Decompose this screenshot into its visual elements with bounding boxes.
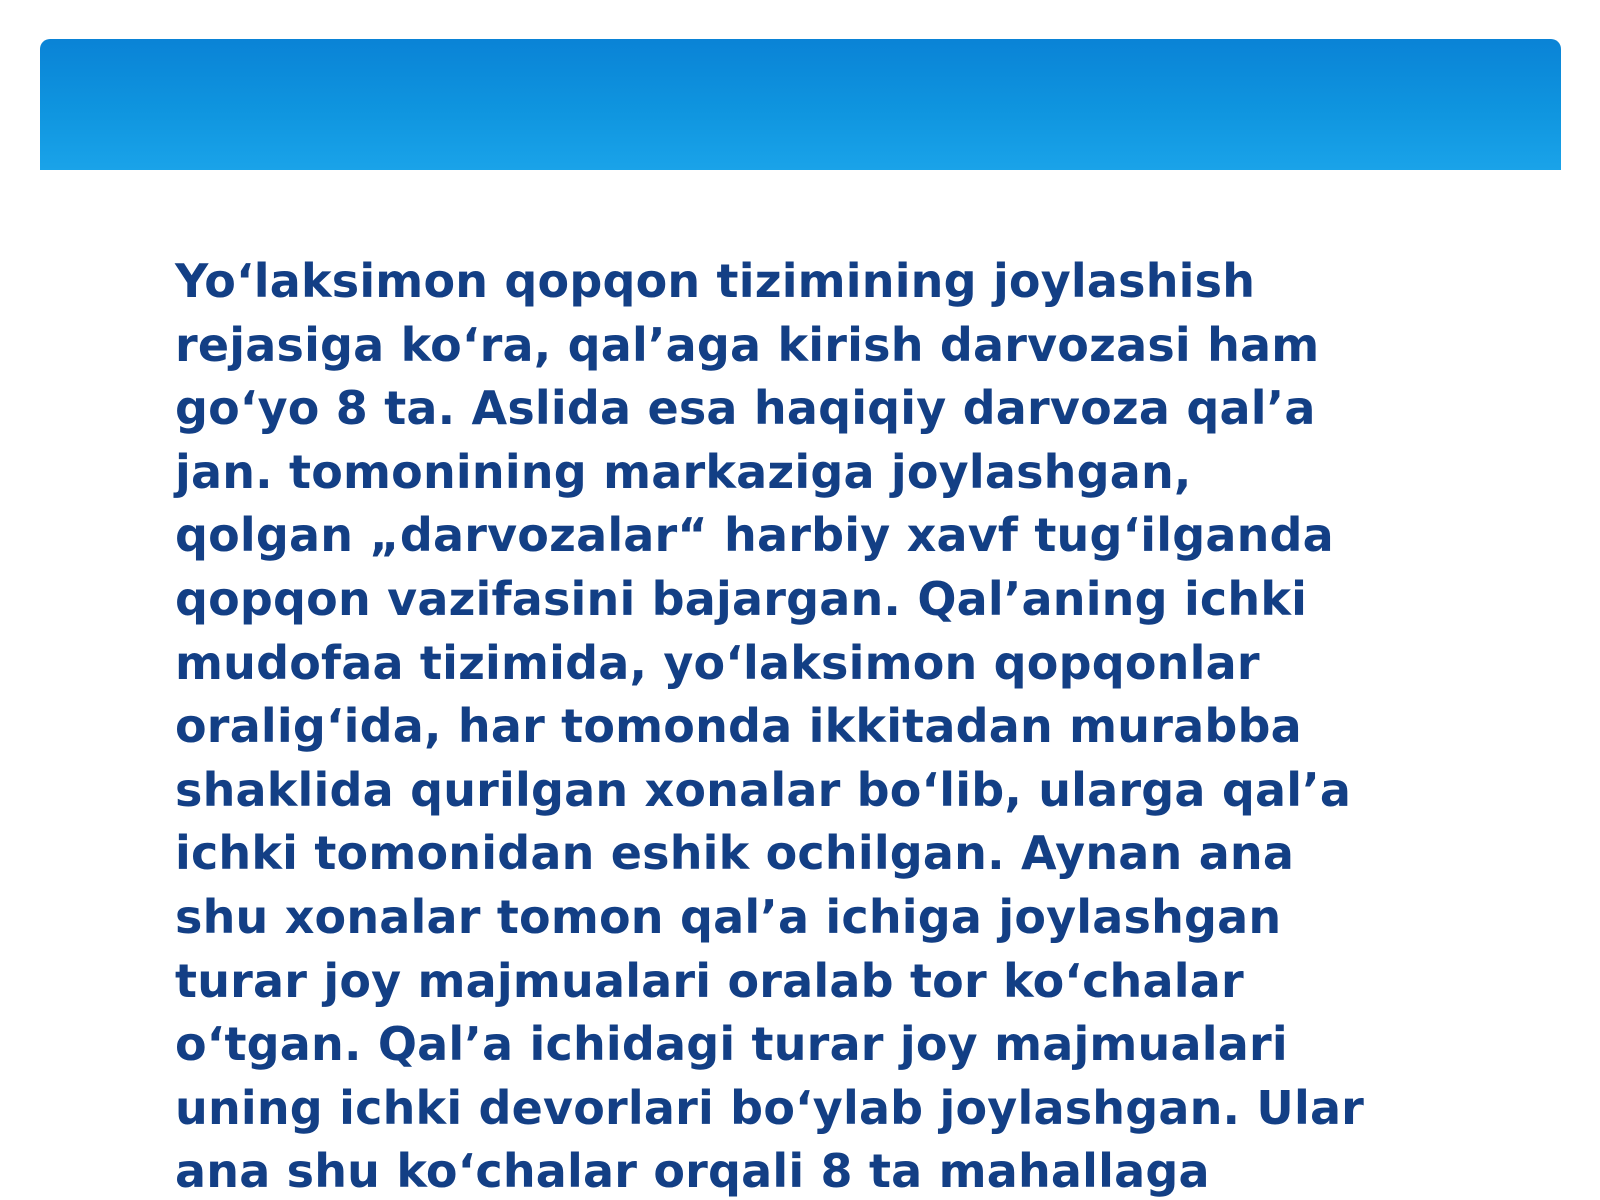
- body-line: rejasiga ko‘ra, qal’aga kirish darvozasi ham: [175, 317, 1320, 372]
- body-line: qolgan „darvozalar“ harbiy xavf tug‘ilganda: [175, 508, 1334, 563]
- body-line: oralig‘ida, har tomonda ikkitadan murabba: [175, 699, 1302, 754]
- body-line: qopqon vazifasini bajargan. Qal’aning ichki: [175, 571, 1308, 626]
- header-bar: [40, 39, 1561, 170]
- body-line: ana shu ko‘chalar orqali 8 ta mahallaga: [175, 1144, 1210, 1199]
- body-line: Yo‘laksimon qopqon tizimining joylashish: [175, 254, 1256, 308]
- body-line: mudofaa tizimida, yo‘laksimon qopqonlar: [175, 635, 1260, 690]
- body-line: turar joy majmualari oralab tor ko‘chalar: [175, 953, 1244, 1008]
- body-line: uning ichki devorlari bo‘ylab joylashgan. Ular: [175, 1080, 1365, 1135]
- body-line: shu xonalar tomon qal’a ichiga joylashgan: [175, 889, 1282, 944]
- body-line: jan. tomonining markaziga joylashgan,: [175, 444, 1192, 499]
- body-paragraph: [175, 250, 1405, 1200]
- body-line: shaklida qurilgan xonalar bo‘lib, ularga qal’a: [175, 762, 1352, 817]
- body-line: go‘yo 8 ta. Aslida esa haqiqiy darvoza qal’a: [175, 381, 1316, 436]
- body-line: o‘tgan. Qal’a ichidagi turar joy majmualari: [175, 1017, 1288, 1072]
- body-line: ichki tomonidan eshik ochilgan. Aynan ana: [175, 826, 1295, 881]
